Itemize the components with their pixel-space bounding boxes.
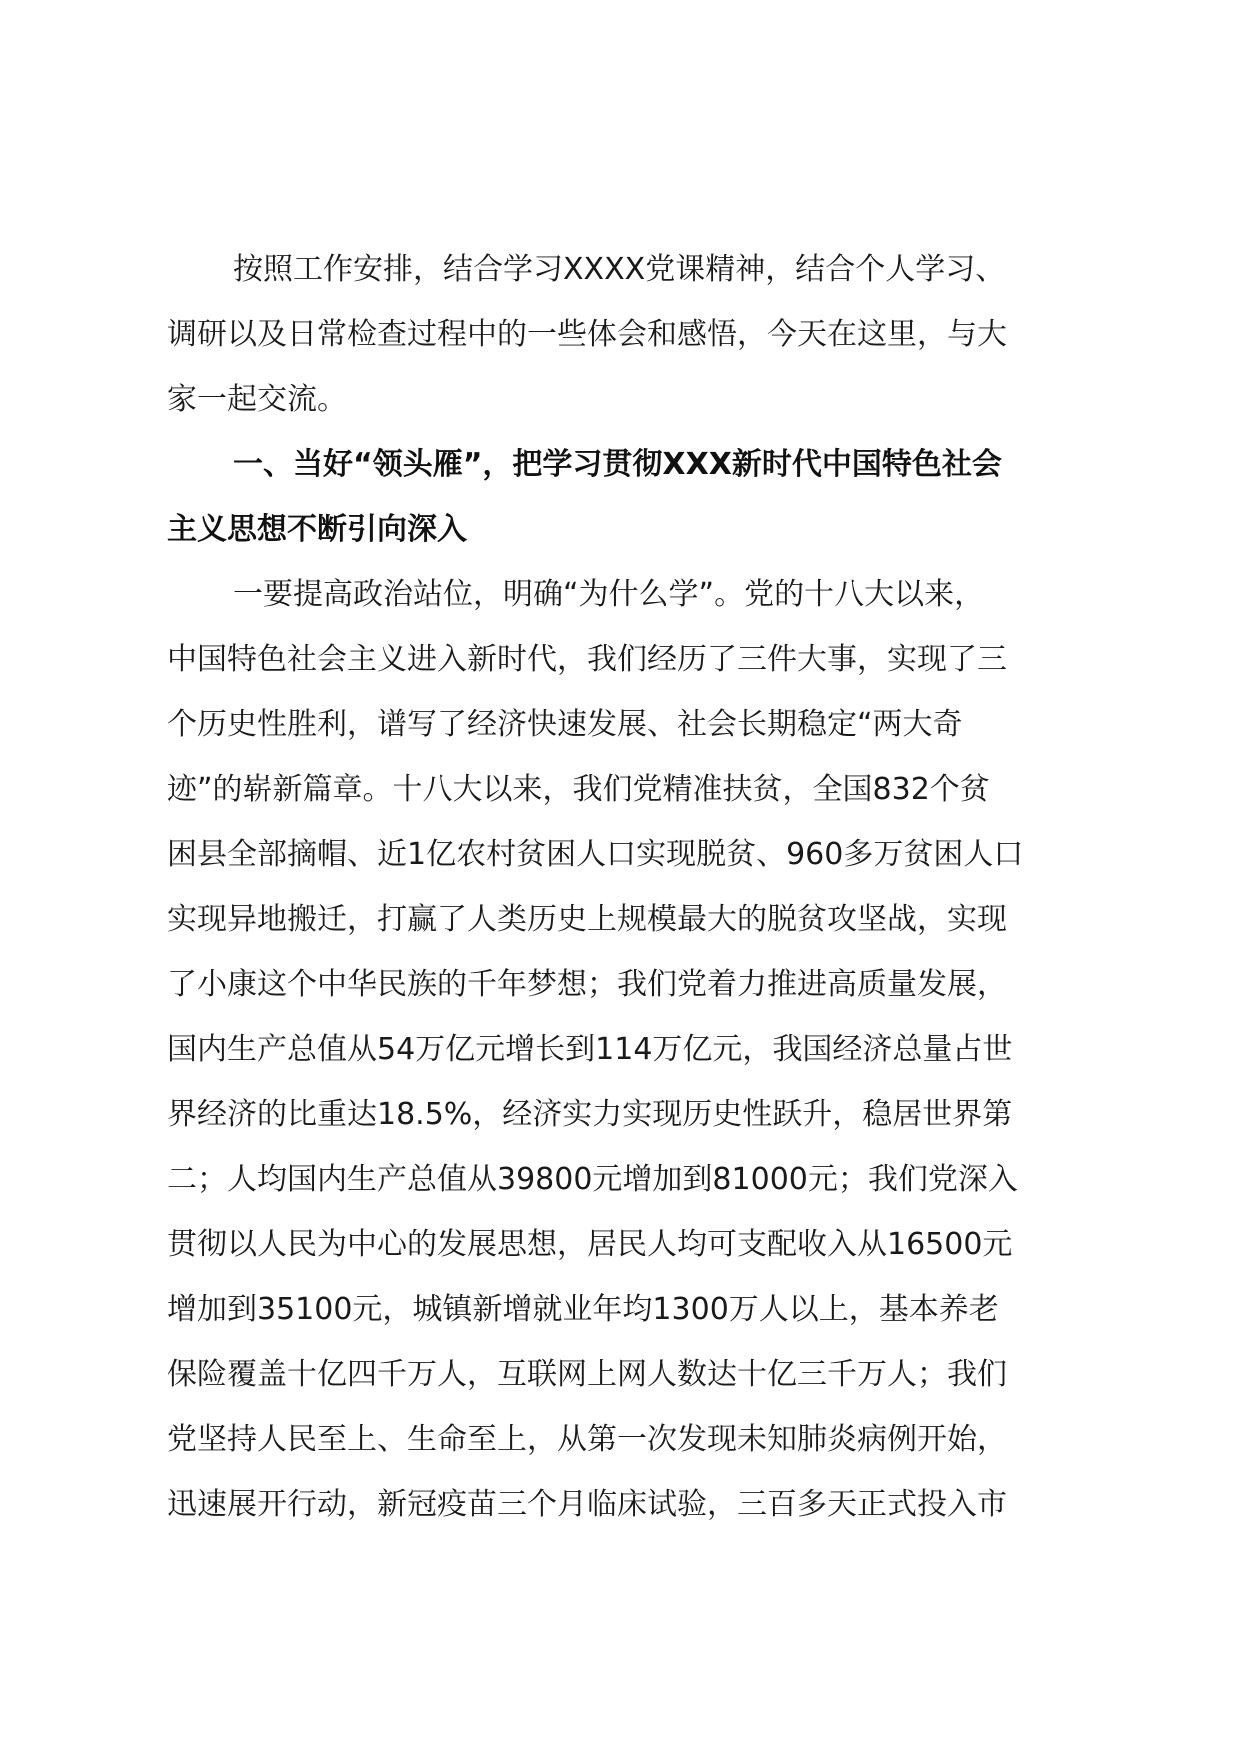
body-paragraph bbox=[167, 562, 1127, 1537]
heading-line-1: 一、当好“领头雁”，把学习贯彻XXX新时代中国特色社会 bbox=[233, 447, 1002, 482]
body-line-11: 贯彻以人民为中心的发展思想，居民人均可支配收入从16500元 bbox=[167, 1227, 1013, 1262]
body-line-2: 中国特色社会主义进入新时代，我们经历了三件大事，实现了三 bbox=[167, 642, 1007, 677]
body-line-7: 了小康这个中华民族的千年梦想；我们党着力推进高质量发展， bbox=[167, 967, 1007, 1002]
body-line-4: 迹”的崭新篇章。十八大以来，我们党精准扶贫，全国832个贫 bbox=[167, 772, 990, 807]
body-line-5: 困县全部摘帽、近1亿农村贫困人口实现脱贫、960多万贫困人口 bbox=[167, 837, 1024, 872]
body-line-12: 增加到35100元，城镇新增就业年均1300万人以上，基本养老 bbox=[167, 1292, 999, 1327]
body-line-14: 党坚持人民至上、生命至上，从第一次发现未知肺炎病例开始， bbox=[167, 1422, 1007, 1457]
body-line-13: 保险覆盖十亿四千万人，互联网上网人数达十亿三千万人；我们 bbox=[167, 1357, 1007, 1392]
body-line-6: 实现异地搬迁，打赢了人类历史上规模最大的脱贫攻坚战，实现 bbox=[167, 902, 1007, 937]
intro-line-1: 按照工作安排，结合学习XXXX党课精神，结合个人学习、 bbox=[233, 252, 1006, 287]
intro-paragraph bbox=[167, 237, 1127, 432]
intro-line-3: 家一起交流。 bbox=[167, 382, 347, 417]
intro-line-2: 调研以及日常检查过程中的一些体会和感悟，今天在这里，与大 bbox=[167, 317, 1007, 352]
body-line-8: 国内生产总值从54万亿元增长到114万亿元，我国经济总量占世 bbox=[167, 1032, 1013, 1067]
heading-line-2: 主义思想不断引向深入 bbox=[167, 512, 467, 547]
body-line-3: 个历史性胜利，谱写了经济快速发展、社会长期稳定“两大奇 bbox=[167, 707, 963, 742]
section-heading bbox=[167, 432, 1127, 562]
body-line-10: 二；人均国内生产总值从39800元增加到81000元；我们党深入 bbox=[167, 1162, 1018, 1197]
body-line-15: 迅速展开行动，新冠疫苗三个月临床试验，三百多天正式投入市 bbox=[167, 1487, 1007, 1522]
body-line-9: 界经济的比重达18.5%，经济实力实现历史性跃升，稳居世界第 bbox=[167, 1097, 1013, 1132]
body-line-1: 一要提高政治站位，明确“为什么学”。党的十八大以来， bbox=[233, 577, 985, 612]
document-content bbox=[167, 237, 1127, 1537]
